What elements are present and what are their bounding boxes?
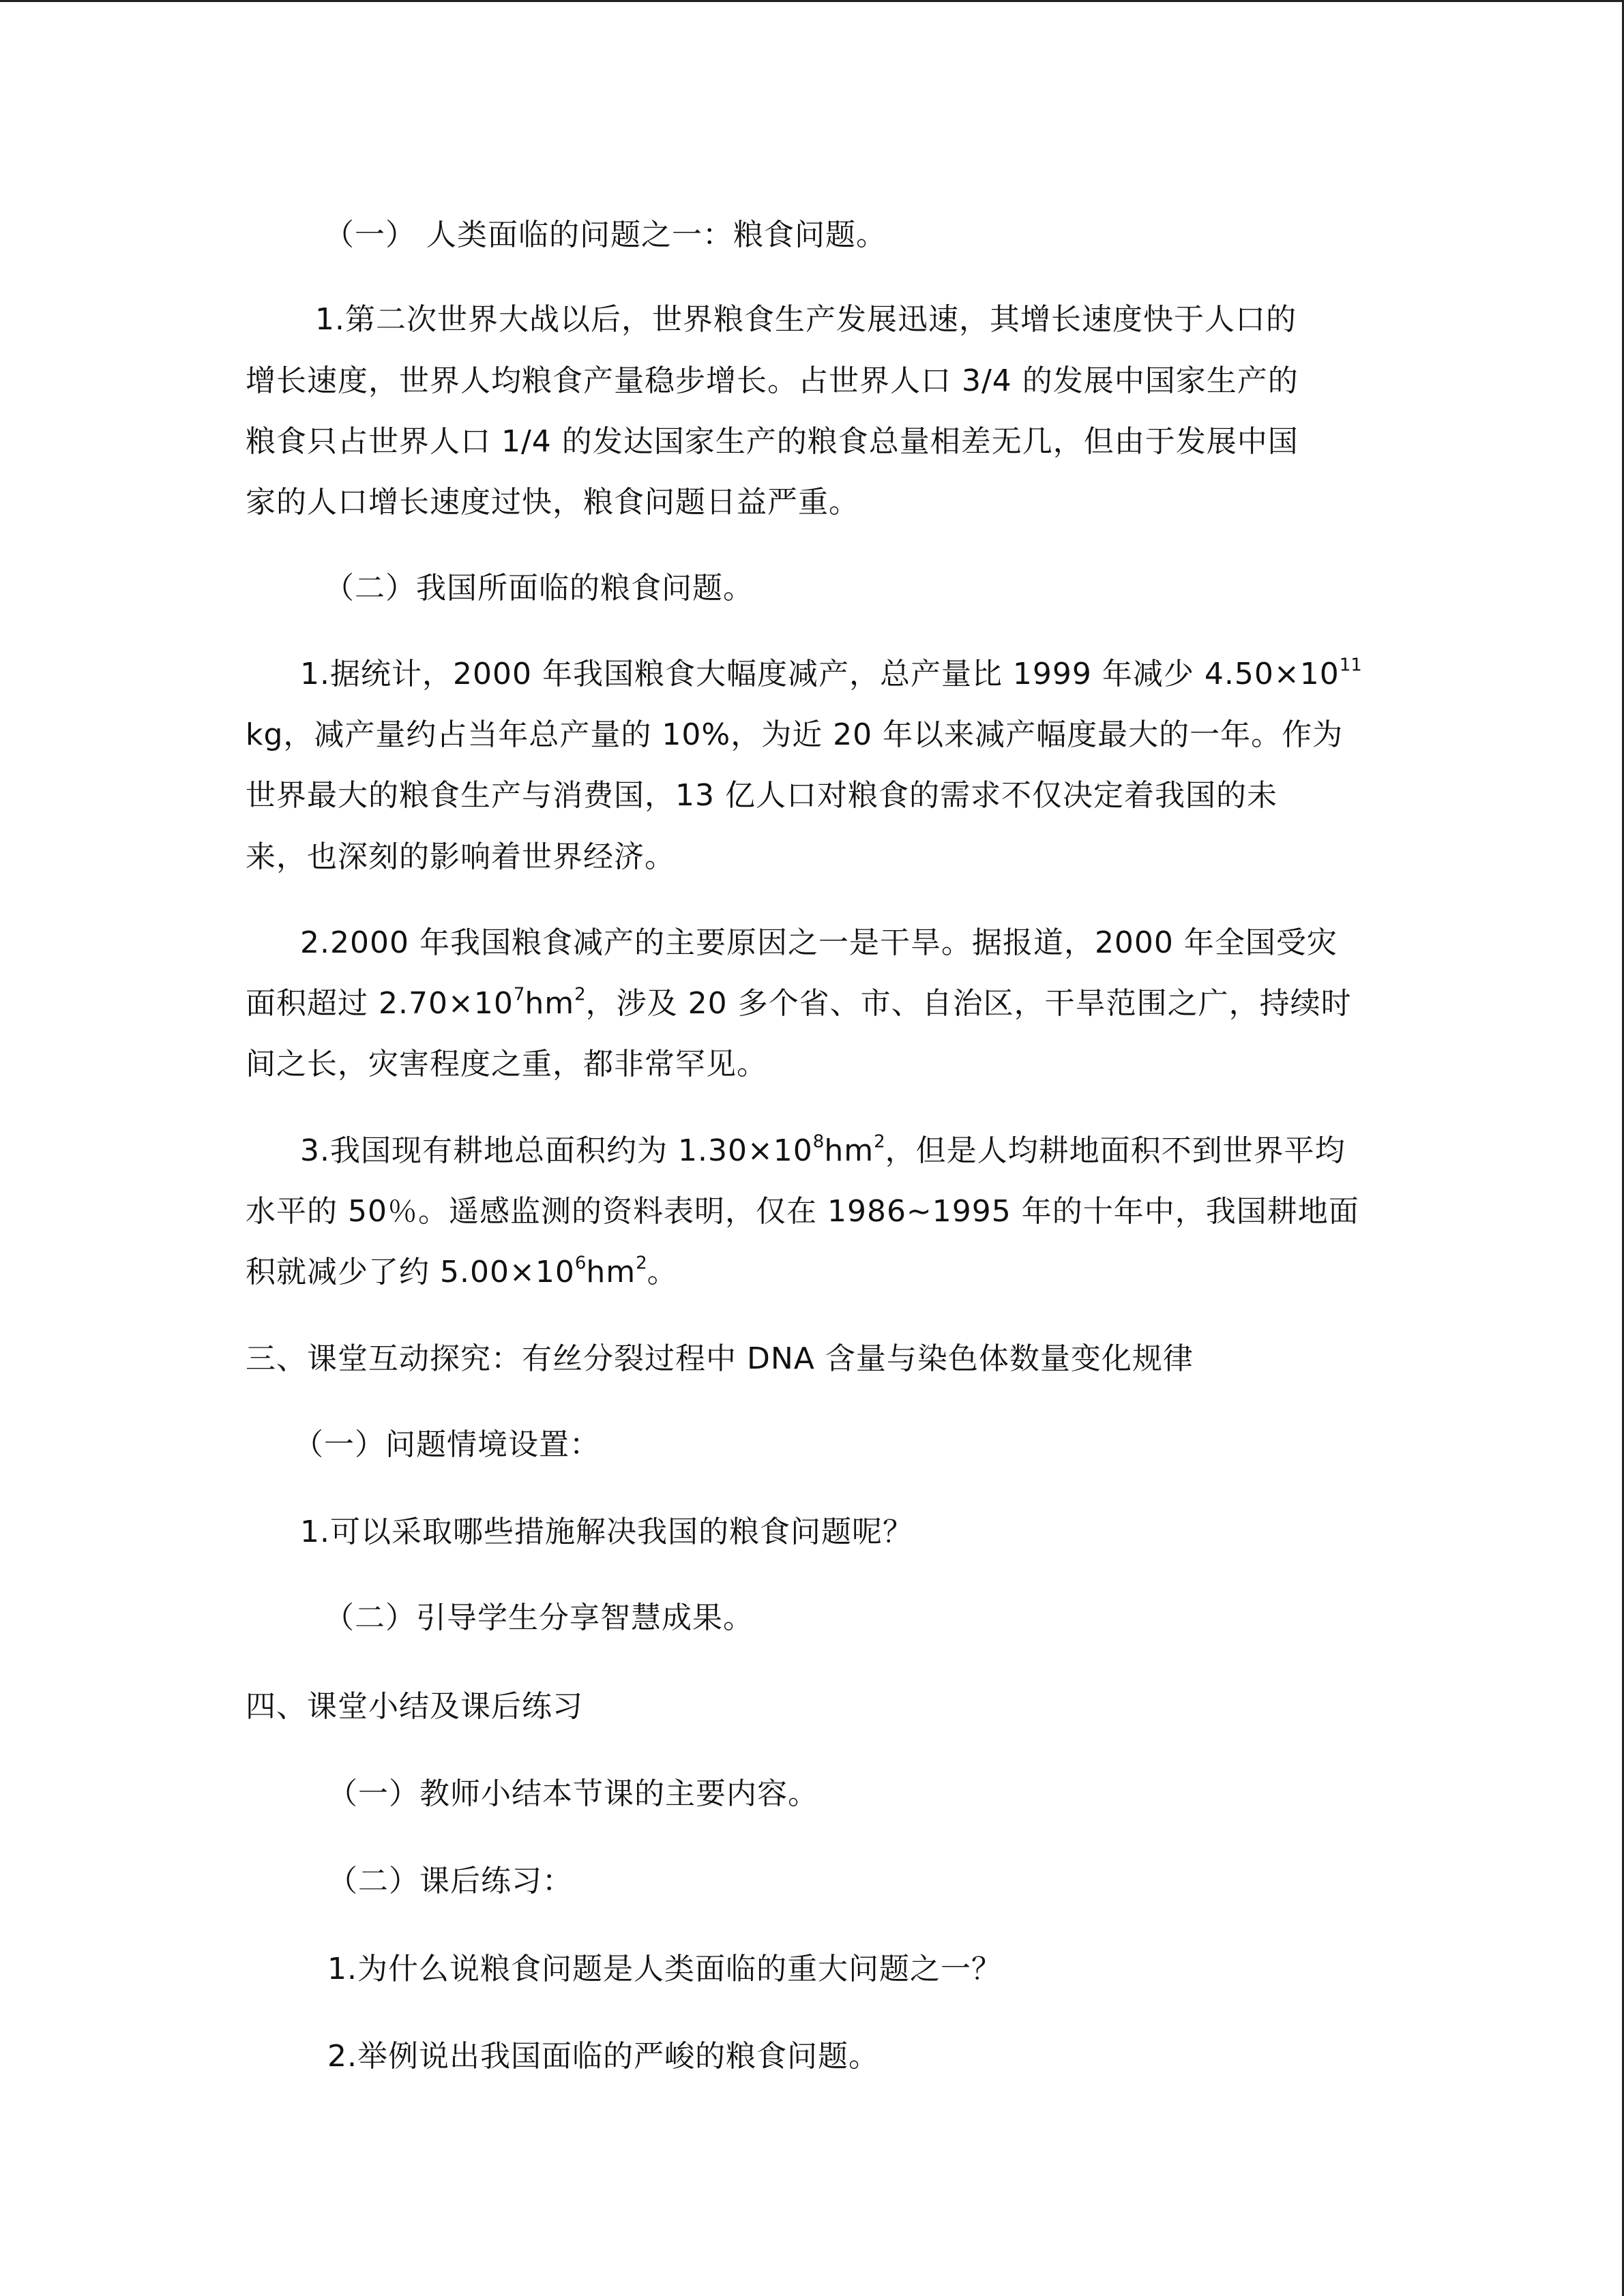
text: 粮食只占世界人口 1/4 的发达国家生产的粮食总量相差无几，但由于发展中国 [246,424,1299,459]
text: 水平的 50％。遥感监测的资料表明，仅在 1986~1995 年的十年中，我国耕地面 [246,1194,1359,1229]
text: （一）教师小结本节课的主要内容。 [327,1776,818,1811]
subheading-teacher-summary [327,1774,818,1815]
text: 积就减少了约 5.00×10 [246,1255,575,1289]
text: 2.举例说出我国面临的严峻的粮食问题。 [327,2039,879,2074]
text: kg，减产量约占当年总产量的 10%，为近 20 年以来减产幅度最大的一年。作为 [246,717,1344,752]
superscript: 8 [812,1131,825,1152]
subheading-exercises [327,1861,573,1902]
text: 三、课堂互动探究：有丝分裂过程中 DNA 含量与染色体数量变化规律 [246,1341,1194,1376]
exercise-question-2 [327,2036,879,2077]
text: 3.我国现有耕地总面积约为 1.30×10 [300,1133,813,1168]
text: hm [525,986,575,1021]
text: hm [586,1255,636,1289]
paragraph-2-line-2 [246,715,1343,756]
paragraph-2-line-4 [246,837,675,878]
paragraph-1-line-4 [246,482,859,523]
paragraph-2-line-1 [300,654,1362,695]
text: 面积超过 2.70×10 [246,986,514,1021]
text: 间之长，灾害程度之重，都非常罕见。 [246,1047,767,1082]
text: （一） 人类面临的问题之一：粮食问题。 [324,218,887,252]
text: 1.据统计，2000 年我国粮食大幅度减产，总产量比 1999 年减少 4.50×10 [300,657,1340,691]
text: 2.2000 年我国粮食减产的主要原因之一是干旱。据报道，2000 年全国受灾 [300,925,1338,960]
text: 家的人口增长速度过快，粮食问题日益严重。 [246,485,859,520]
paragraph-1-line-1 [315,299,1297,340]
paragraph-3-line-3 [246,1044,767,1085]
subheading-problem-setting [293,1425,600,1465]
question-food-measures [300,1512,913,1553]
section-heading-summary-exercises [246,1686,583,1727]
text: （一）问题情境设置： [293,1427,600,1462]
superscript: 2 [636,1253,647,1274]
subheading-share-results [324,1598,754,1639]
paragraph-4-line-2 [246,1191,1359,1232]
section-heading-classroom-inquiry [246,1339,1194,1380]
text: 1.为什么说粮食问题是人类面临的重大问题之一？ [327,1952,1002,1986]
paragraph-1-line-2 [246,361,1299,402]
superscript: 2 [574,984,586,1005]
paragraph-1-line-3 [246,421,1299,462]
text: 增长速度，世界人均粮食产量稳步增长。占世界人口 3/4 的发展中国家生产的 [246,363,1299,398]
paragraph-4-line-3 [246,1252,678,1293]
text: 世界最大的粮食生产与消费国，13 亿人口对粮食的需求不仅决定着我国的未 [246,778,1278,813]
text: 来，也深刻的影响着世界经济。 [246,839,675,874]
paragraph-4-line-1 [300,1131,1346,1172]
exercise-question-1 [327,1949,1002,1990]
text: （二）我国所面临的粮食问题。 [324,571,754,606]
superscript: 6 [574,1253,587,1274]
section-heading-food-problem [324,215,887,256]
superscript: 11 [1339,655,1362,676]
text: （二）引导学生分享智慧成果。 [324,1600,754,1635]
text: 1.第二次世界大战以后，世界粮食生产发展迅速，其增长速度快于人口的 [315,302,1297,337]
text: hm [824,1133,874,1168]
text: ，但是人均耕地面积不到世界平均 [885,1133,1346,1168]
text: 四、课堂小结及课后练习 [246,1689,583,1724]
paragraph-3-line-2 [246,983,1352,1024]
text: 1.可以采取哪些措施解决我国的粮食问题呢？ [300,1515,913,1549]
text: ，涉及 20 多个省、市、自治区，干旱范围之广，持续时 [585,986,1352,1021]
superscript: 7 [513,984,525,1005]
section-heading-china-food-problem [324,568,754,609]
text: （二）课后练习： [327,1864,573,1898]
paragraph-3-line-1 [300,923,1338,964]
superscript: 2 [874,1131,885,1152]
text: 。 [647,1255,678,1289]
paragraph-2-line-3 [246,775,1278,816]
